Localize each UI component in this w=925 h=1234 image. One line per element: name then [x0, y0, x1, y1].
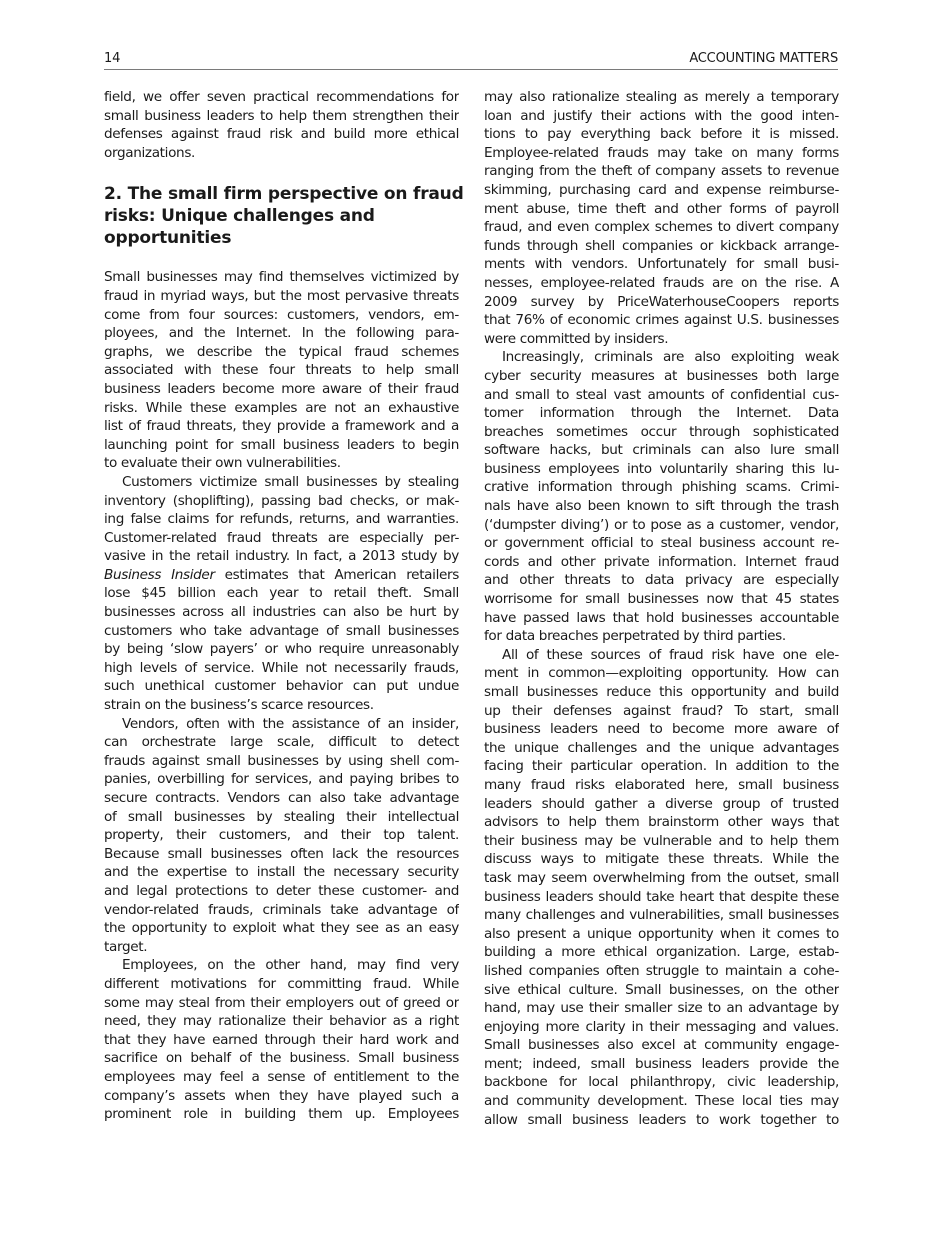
- text-line: lished companies often struggle to maintain a cohe-: [484, 962, 839, 979]
- text-line: also present a unique opportunity when it comes to: [484, 925, 839, 942]
- text-line: come from four sources: customers, vendors, em-: [104, 306, 459, 323]
- text-line: secure contracts. Vendors can also take advantage: [104, 790, 459, 806]
- text-line: of small businesses by stealing their intellectual: [104, 808, 459, 825]
- text-line: that they have earned through their hard work and: [104, 1031, 459, 1048]
- text-line: strain on the business’s scarce resources.: [104, 697, 374, 714]
- text-line: ing false claims for refunds, returns, and warranties.: [104, 511, 459, 528]
- publication-title: Business Insider: [104, 566, 215, 583]
- text-line: and the expertise to install the necessary security: [104, 864, 459, 881]
- text-line: 2009 survey by PriceWaterhouseCoopers reports: [484, 293, 839, 310]
- text-line: many fraud risks elaborated here, small business: [484, 776, 839, 793]
- text-line: Employees, on the other hand, may find very: [122, 957, 459, 974]
- text-line: software hacks, but criminals can also lure small: [484, 442, 839, 459]
- text-line: and community development. These local ties may: [484, 1093, 839, 1110]
- running-header: [104, 51, 838, 70]
- text-line: business leaders become more aware of their fraud: [104, 380, 459, 397]
- text-line: tomer information through the Internet. Data: [484, 405, 839, 422]
- text-line: need, they may rationalize their behavior as a right: [104, 1013, 459, 1030]
- text-line: building a more ethical organization. Large, estab-: [484, 944, 839, 961]
- text-line: for data breaches perpetrated by third parties.: [484, 628, 786, 645]
- text-line: were committed by insiders.: [484, 330, 669, 347]
- text-line: field, we offer seven practical recommendations for: [104, 89, 459, 105]
- text-line: such unethical customer behavior can put undue: [104, 678, 459, 695]
- text-line: risks. While these examples are not an exhaustive: [104, 399, 459, 416]
- text-line: (‘dumpster diving’) or to pose as a customer, vendor,: [484, 516, 839, 533]
- text-line: business leaders need to become more aware of: [484, 721, 839, 738]
- text-line: ployees, and the Internet. In the following para-: [104, 325, 459, 342]
- paragraph-employee-frauds: [484, 88, 839, 348]
- text-line: businesses across all industries can also be hurt by: [104, 604, 459, 621]
- text-line: crative information through phishing scams. Crimi-: [484, 479, 839, 496]
- text-line: advisors to help them brainstorm other ways that: [484, 814, 839, 831]
- text-line: high levels of service. While not necessarily frauds,: [104, 659, 459, 676]
- text-line: leaders should gather a diverse group of trusted: [484, 795, 839, 812]
- text-line: Increasingly, criminals are also exploiting weak: [502, 349, 839, 366]
- text-line: facing their particular operation. In addition to the: [484, 758, 839, 775]
- text-line: the opportunity to exploit what they see as an easy: [104, 920, 459, 937]
- text-line: All of these sources of fraud risk have one ele-: [502, 646, 839, 663]
- text-line: and legal protections to deter these customer- and: [104, 882, 459, 899]
- heading-line: 2. The small firm perspective on fraud: [104, 184, 464, 205]
- text-line: can orchestrate large scale, difficult to detect: [104, 734, 459, 751]
- text-line: the unique challenges and the unique advantages: [484, 739, 839, 756]
- text-line: that 76% of economic crimes against U.S. businesses: [484, 312, 839, 329]
- text-line: task may seem overwhelming from the outset, small: [484, 869, 839, 886]
- text-line: hand, may use their smaller size to an advantage by: [484, 1000, 839, 1017]
- journal-title: ACCOUNTING MATTERS: [689, 51, 838, 66]
- text-line: or government official to steal business account re-: [484, 535, 839, 552]
- text-line: target.: [104, 938, 148, 955]
- text-line: loan and justify their actions with the good inten-: [484, 107, 839, 124]
- text-line: organizations.: [104, 144, 196, 161]
- paragraph-opportunity: [484, 646, 839, 1129]
- text-line: Because small businesses often lack the resources: [104, 845, 459, 862]
- text-line: customers who take advantage of small businesses: [104, 622, 459, 639]
- paragraph-employees: [104, 956, 459, 1123]
- text-line: nesses, employee-related frauds are on the rise. A: [484, 274, 839, 291]
- text-line: ments with vendors. Unfortunately for small busi-: [484, 256, 839, 273]
- text-fragment: estimates that American retailers: [224, 566, 459, 583]
- paragraph-vendors: [104, 715, 459, 957]
- text-line: [104, 566, 459, 585]
- text-line: frauds against small businesses by using shell com-: [104, 752, 459, 769]
- text-line: and other threats to data privacy are especially: [484, 572, 839, 589]
- text-line: company’s assets when they have played such a: [104, 1087, 459, 1104]
- paragraph-customers: [104, 473, 459, 715]
- text-line: graphs, we describe the typical fraud schemes: [104, 343, 459, 360]
- text-line: inventory (shoplifting), passing bad checks, or mak-: [104, 492, 459, 509]
- text-line: enjoying more clarity in their messaging and values.: [484, 1018, 839, 1035]
- left-column: [104, 88, 464, 1124]
- text-line: backbone for local philanthropy, civic leadership,: [484, 1074, 839, 1091]
- text-line: ment; indeed, small business leaders provide the: [484, 1055, 839, 1072]
- text-line: skimming, purchasing card and expense reimburse-: [484, 181, 839, 198]
- intro-paragraph: [104, 88, 459, 162]
- text-line: Small businesses also excel at community engage-: [484, 1037, 839, 1054]
- text-line: small business leaders to help them strengthen their: [104, 107, 459, 124]
- heading-line: risks: Unique challenges and: [104, 206, 375, 227]
- text-line: may also rationalize stealing as merely a temporary: [484, 89, 839, 105]
- text-line: Customer-related fraud threats are especially per-: [104, 529, 459, 546]
- text-line: small businesses reduce this opportunity and build: [484, 684, 839, 700]
- text-line: cords and other private information. Internet fraud: [484, 553, 839, 570]
- text-line: fraud in myriad ways, but the most pervasive threats: [104, 287, 459, 304]
- paragraph-fraud-sources: [104, 268, 459, 473]
- text-line: Customers victimize small businesses by stealing: [122, 473, 459, 490]
- text-line: list of fraud threats, they provide a framework and a: [104, 418, 459, 435]
- text-line: funds through shell companies or kickback arrange-: [484, 237, 839, 254]
- text-line: tions to pay everything back before it is missed.: [484, 126, 839, 143]
- text-line: by being ‘slow payers’ or who require unreasonably: [104, 641, 459, 658]
- text-line: Employee-related frauds may take on many forms: [484, 144, 839, 161]
- text-line: business employees into voluntarily sharing this lu-: [484, 460, 839, 477]
- text-line: cyber security measures at businesses both large: [484, 367, 839, 384]
- section-heading: [104, 183, 464, 249]
- text-line: Vendors, often with the assistance of an insider,: [122, 715, 459, 732]
- text-line: many challenges and vulnerabilities, small businesses: [484, 907, 839, 924]
- heading-line: opportunities: [104, 228, 232, 249]
- text-line: sacrifice on behalf of the business. Small business: [104, 1050, 459, 1067]
- text-line: defenses against fraud risk and build more ethical: [104, 126, 459, 143]
- text-line: prominent role in building them up. Employees: [104, 1106, 459, 1123]
- text-line: discuss ways to mitigate these threats. While the: [484, 851, 839, 868]
- text-line: their business may be vulnerable and to help them: [484, 832, 839, 849]
- text-line: business leaders should take heart that despite these: [484, 888, 839, 905]
- text-line: panies, overbilling for services, and paying bribes to: [104, 771, 459, 788]
- text-line: allow small business leaders to work together to: [484, 1111, 839, 1128]
- text-line: vasive in the retail industry. In fact, a 2013 study by: [104, 548, 459, 565]
- text-line: different motivations for committing fraud. While: [104, 975, 459, 992]
- text-line: employees may feel a sense of entitlement to the: [104, 1068, 459, 1085]
- text-line: associated with these four threats to help small: [104, 362, 459, 379]
- text-line: some may steal from their employers out of greed or: [104, 994, 459, 1011]
- text-line: ment in common—exploiting opportunity. How can: [484, 665, 839, 682]
- text-line: sive ethical culture. Small businesses, on the other: [484, 981, 839, 998]
- text-line: vendor-related frauds, criminals take advantage of: [104, 901, 459, 918]
- right-column: [484, 88, 839, 1129]
- text-line: to evaluate their own vulnerabilities.: [104, 455, 341, 472]
- text-line: property, their customers, and their top talent.: [104, 827, 459, 844]
- page-number: 14: [104, 51, 121, 66]
- paragraph-cyber-security: [484, 348, 839, 646]
- text-line: breaches sometimes occur through sophisticated: [484, 423, 839, 440]
- text-line: ranging from the theft of company assets to revenue: [484, 163, 839, 180]
- text-line: nals have also been known to sift through the trash: [484, 498, 839, 515]
- text-line: fraud, and even complex schemes to divert company: [484, 219, 839, 236]
- text-line: have passed laws that hold businesses accountable: [484, 609, 839, 626]
- text-line: ment abuse, time theft and other forms of payroll: [484, 200, 839, 217]
- text-line: and small to steal vast amounts of confidential cus-: [484, 386, 839, 403]
- text-line: Small businesses may find themselves victimized by: [104, 269, 459, 286]
- text-line: worrisome for small businesses now that 45 states: [484, 591, 839, 608]
- text-line: up their defenses against fraud? To start, small: [484, 702, 839, 719]
- text-line: lose $45 billion each year to retail theft. Small: [104, 585, 459, 602]
- text-line: launching point for small business leaders to begin: [104, 436, 459, 453]
